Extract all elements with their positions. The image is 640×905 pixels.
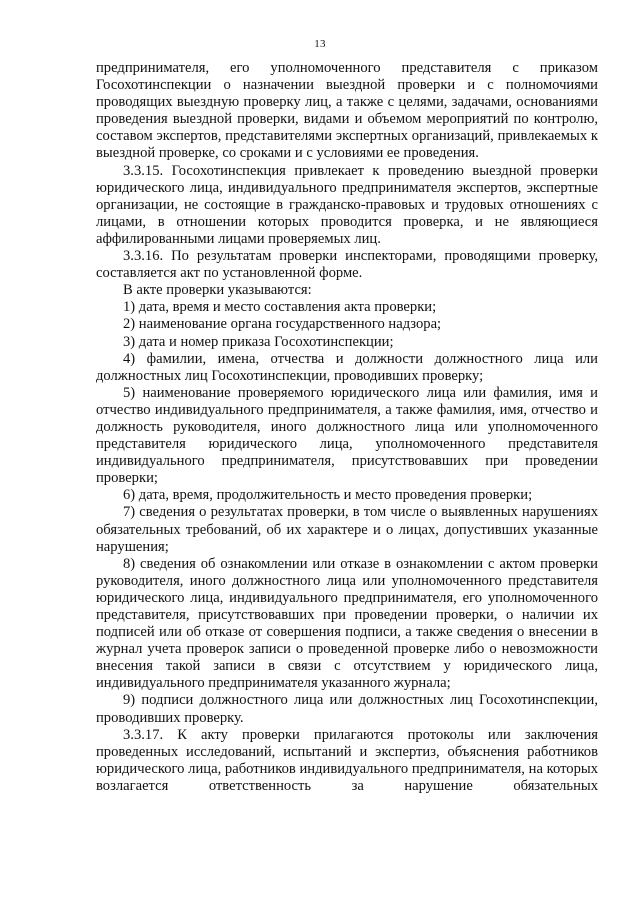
- paragraph: 1) дата, время и место составления акта проверки;: [123, 299, 437, 316]
- paragraph: 4) фамилии, имена, отчества и должности должностного лица или должностных лиц Госохотинспекции, проводивших проверку;: [96, 350, 598, 384]
- paragraph: 5) наименование проверяемого юридического лица или фамилия, имя и отчество индивидуального предпринимателя, а также фамилия, имя, отчество и должность руководителя, иного должностного лица или уполномоченного представителя юридического лица, уполномоченного представителя индивидуального предпринимателя, присутствовавших при проведении проверки;: [96, 384, 598, 487]
- paragraph: 7) сведения о результатах проверки, в том числе о выявленных нарушениях обязательных требований, об их характере и о лицах, допустивших указанные нарушения;: [96, 504, 598, 555]
- paragraph: 6) дата, время, продолжительность и место проведения проверки;: [123, 487, 533, 504]
- paragraph: 3.3.17. К акту проверки прилагаются протоколы или заключения проведенных исследований, испытаний и экспертиз, объяснения работников юридического лица, работников индивидуального предпринимателя, на которых возлагается ответственность за нарушение обязательных: [96, 726, 598, 794]
- page-number: 13: [314, 38, 326, 50]
- paragraph: 3.3.16. По результатам проверки инспекторами, проводящими проверку, составляется акт по установленной форме.: [96, 248, 598, 282]
- paragraph: В акте проверки указываются:: [123, 282, 312, 299]
- document-body: [96, 60, 598, 795]
- paragraph: 9) подписи должностного лица или должностных лиц Госохотинспекции, проводивших проверку.: [96, 692, 598, 726]
- paragraph: 8) сведения об ознакомлении или отказе в ознакомлении с актом проверки руководителя, иного должностного лица или уполномоченного представителя юридического лица, индивидуального предпринимателя, его уполномоченного представителя, присутствовавших при проведении проверки, о наличии их подписей или об отказе от совершения подписи, а также сведения о внесении в журнал учета проверок записи о проведенной проверке либо о невозможности внесения такой записи в связи с отсутствием у юридического лица, индивидуального предпринимателя указанного журнала;: [96, 555, 598, 692]
- paragraph: предпринимателя, его уполномоченного представителя с приказом Госохотинспекции о назначении выездной проверки и с полномочиями проводящих выездную проверку лиц, а также с целями, задачами, основаниями проведения выездной проверки, видами и объемом мероприятий по контролю, составом экспертов, представителями экспертных организаций, привлекаемых к выездной проверке, со сроками и с условиями ее проведения.: [96, 60, 598, 162]
- paragraph: 2) наименование органа государственного надзора;: [123, 316, 442, 333]
- paragraph: 3) дата и номер приказа Госохотинспекции;: [123, 333, 394, 350]
- paragraph: 3.3.15. Госохотинспекция привлекает к проведению выездной проверки юридического лица, индивидуального предпринимателя экспертов, экспертные организации, не состоящие в гражданско-правовых и трудовых отношениях с лицами, в отношении которых проводится проверка, и не являющиеся аффилированными лицами проверяемых лиц.: [96, 162, 598, 247]
